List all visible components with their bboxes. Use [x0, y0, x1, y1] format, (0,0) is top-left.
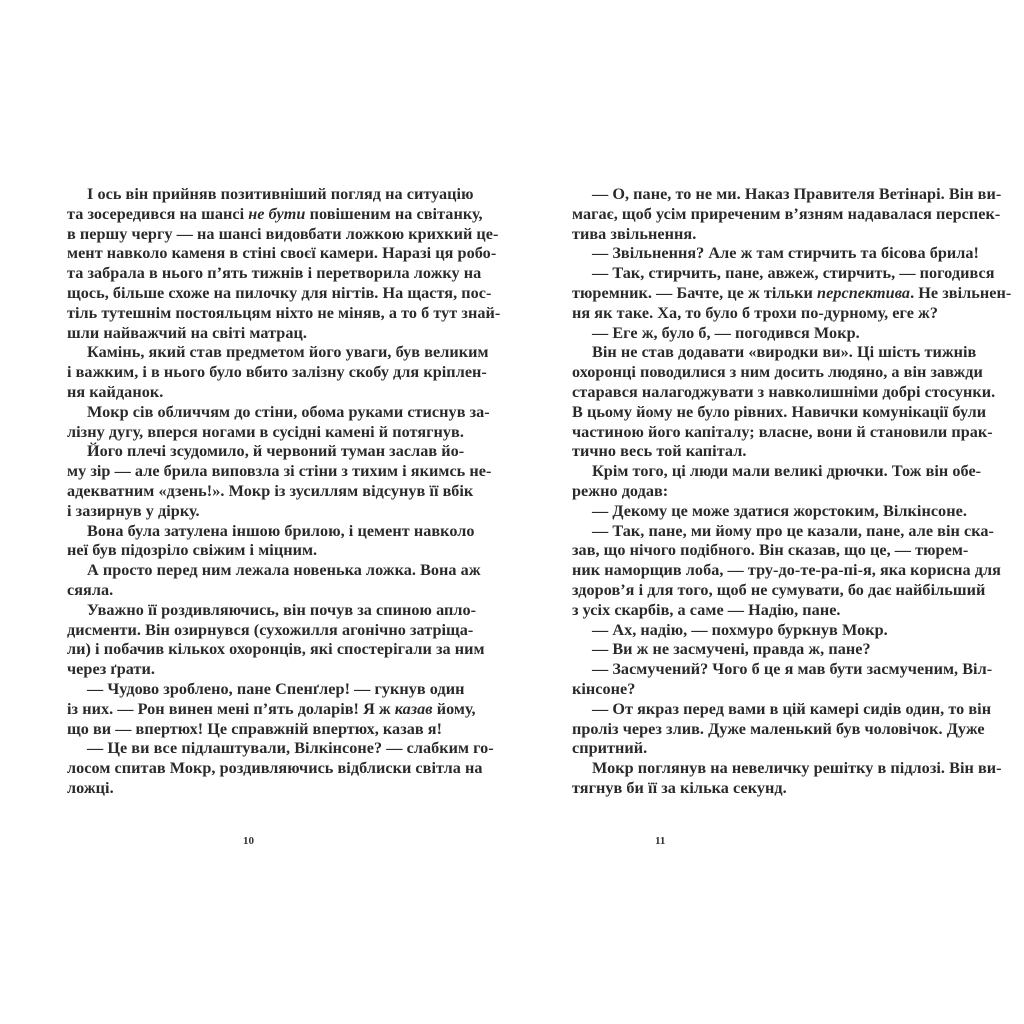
text-line: Мокр поглянув на невеличку решітку в підлозі. Він ви-	[592, 759, 1002, 778]
text-line: Крім того, ці люди мали великі дрючки. Тож він обе-	[592, 462, 982, 481]
text-line: ли) і побачив кількох охоронців, які спостерігали за ним	[67, 640, 485, 659]
text-line	[67, 699, 476, 720]
left-page-text	[67, 185, 501, 799]
emphasized-text: перспектива	[817, 283, 911, 302]
page-number-left: 10	[243, 835, 254, 847]
text-line: ня кайданок.	[67, 382, 164, 401]
text-line: тива звільнення.	[572, 224, 697, 243]
text-line: неї був підозріло свіжим і міцним.	[67, 541, 318, 560]
text-line: А просто перед ним лежала новенька ложка. Вона аж	[87, 561, 481, 580]
text-line: — Декому це може здатися жорстоким, Вілкінсоне.	[592, 501, 967, 520]
text-fragment: тюремник. — Бачте, це ж тільки	[572, 283, 818, 302]
right-page-text	[572, 185, 1012, 799]
text-line: тично весь той капітал.	[572, 442, 747, 461]
text-line: му зір — але брила виповзла зі стіни з тихим і якимсь не-	[67, 462, 492, 481]
text-line: І ось він прийняв позитивніший погляд на ситуацію	[87, 185, 474, 203]
emphasized-text: казав	[394, 699, 433, 718]
text-line: мент навколо каменя в стіні своєї камери. Наразі ця робо-	[67, 244, 497, 263]
text-line: охоронці поводилися з ним досить людяно, а він завжди	[572, 363, 983, 382]
text-line: ложці.	[67, 778, 114, 797]
text-line: здоров’я і для того, щоб не сумувати, бо дає найбільший	[572, 580, 986, 599]
emphasized-text: не бути	[248, 204, 306, 223]
text-line: через ґрати.	[67, 660, 155, 679]
text-line: Він не став додавати «виродки ви». Ці шість тижнів	[592, 343, 977, 362]
text-line: що ви — впертюх! Це справжній впертюх, казав я!	[67, 719, 443, 738]
right-page	[512, 0, 1024, 1024]
text-line: і зазирнув у дірку.	[67, 501, 200, 520]
text-fragment: повішеним на світанку,	[305, 204, 483, 223]
text-line: — Ви ж не засмучені, правда ж, пане?	[592, 640, 871, 659]
text-line: ня як таке. Ха, то було б трохи по-дурному, еге ж?	[572, 303, 938, 322]
text-line: — Еге ж, було б, — погодився Мокр.	[592, 323, 860, 342]
text-line: щось, більше схоже на пилочку для нігтів. На щастя, пос-	[67, 283, 492, 302]
text-line: — О, пане, то не ми. Наказ Правителя Ветінарі. Він ви-	[592, 185, 1002, 203]
text-line: старався налагоджувати з навколишніми добрі стосунки.	[572, 382, 996, 401]
text-line: шли найважчий на світі матрац.	[67, 323, 307, 342]
text-line: — Засмучений? Чого б це я мав бути засмученим, Віл-	[592, 660, 993, 679]
text-line: Вона була затулена іншою брилою, і цемент навколо	[87, 521, 475, 540]
page-number-right: 11	[655, 835, 666, 847]
text-line: магає, щоб усім приреченим в’язням надавалася перспек-	[572, 204, 1001, 223]
text-line: — Так, пане, ми йому про це казали, пане, але він ска-	[592, 521, 994, 540]
text-line: частиною його капіталу; власне, вони й становили прак-	[572, 422, 993, 441]
text-line: проліз через злив. Дуже маленький був чоловічок. Дуже	[572, 719, 985, 738]
text-line: — Звільнення? Але ж там стирчить та бісова брила!	[592, 244, 979, 263]
text-line: ник наморщив лоба, — тру-до-те-ра-пі-я, яка корисна для	[572, 561, 1001, 580]
text-line: — Ах, надію, — похмуро буркнув Мокр.	[592, 620, 888, 639]
text-line: з усіх скарбів, а саме — Надію, пане.	[572, 600, 841, 619]
text-line: лосом спитав Мокр, роздивляючись відблиски світла на	[67, 759, 483, 778]
text-line: — Це ви все підлаштували, Вілкінсоне? — слабким го-	[87, 739, 494, 758]
text-line: тіль тутешнім постояльцям ніхто не міняв, а то б тут знай-	[67, 303, 501, 322]
text-line: Його плечі зсудомило, й червоний туман заслав йо-	[87, 442, 465, 461]
text-line: Мокр сів обличчям до стіни, обома руками стиснув за-	[87, 402, 490, 421]
text-line	[572, 283, 1012, 304]
text-line: лізну дугу, вперся ногами в сусідні камені й потягнув.	[67, 422, 464, 441]
text-line: В цьому йому не було рівних. Навички комунікації були	[572, 402, 987, 421]
text-line: Уважно її роздивляючись, він почув за спиною апло-	[87, 600, 477, 619]
text-line: режно додав:	[572, 481, 669, 500]
text-line: — От якраз перед вами в цій камері сидів один, то він	[592, 699, 992, 718]
text-line: та забрала в нього п’ять тижнів і перетворила ложку на	[67, 264, 482, 283]
text-line: в першу чергу — на шансі видовбати ложкою крихкий це-	[67, 224, 499, 243]
text-fragment: йому,	[432, 699, 476, 718]
text-line: зав, що нічого подібного. Він сказав, що це, — тюрем-	[572, 541, 969, 560]
text-line: дисменти. Він озирнувся (сухожилля агонічно затріща-	[67, 620, 474, 639]
text-line: сяяла.	[67, 580, 114, 599]
text-fragment: та зосередився на шансі	[67, 204, 249, 223]
text-line: — Чудово зроблено, пане Спенґлер! — гукнув один	[87, 679, 465, 698]
text-line: тягнув би її за кілька секунд.	[572, 778, 787, 797]
text-line	[67, 204, 483, 225]
text-fragment: . Не звільнен-	[910, 283, 1012, 302]
text-line: — Так, стирчить, пане, авжеж, стирчить, — погодився	[592, 264, 995, 283]
text-line: спритний.	[572, 739, 648, 758]
text-line: кінсоне?	[572, 679, 636, 698]
text-fragment: із них. — Рон винен мені п’ять доларів! Я ж	[67, 699, 395, 718]
text-line: і важким, і в нього було вбито залізну скобу для кріплен-	[67, 363, 487, 382]
text-line: Камінь, який став предметом його уваги, був великим	[87, 343, 489, 362]
text-line: адекватним «дзень!». Мокр із зусиллям відсунув її вбік	[67, 481, 474, 500]
